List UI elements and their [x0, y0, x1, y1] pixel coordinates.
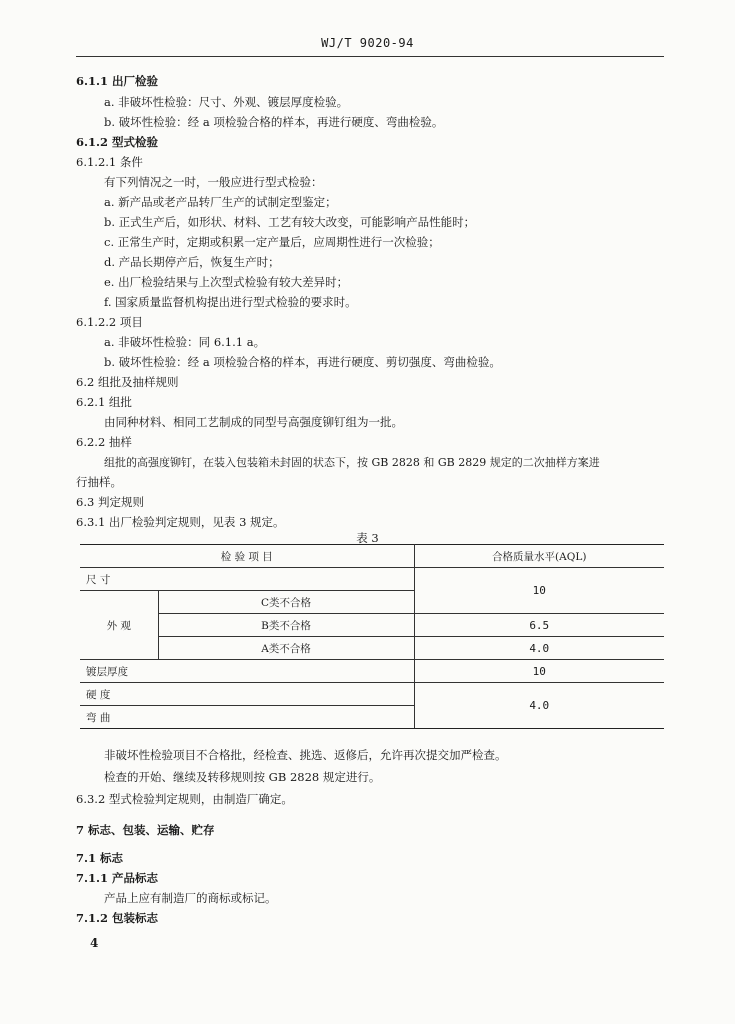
section-6-3-2-heading: 6.3.2 型式检验判定规则，由制造厂确定。 — [76, 792, 293, 806]
row-class-b: B类不合格 — [158, 614, 414, 637]
aql-class-a: 4.0 — [414, 637, 664, 660]
text-line: 产品上应有制造厂的商标或标记。 — [104, 891, 277, 905]
row-class-c: C类不合格 — [158, 591, 414, 614]
inspection-table — [80, 544, 664, 729]
list-item: a. 新产品或老产品转厂生产的试制定型鉴定； — [104, 195, 337, 209]
text-line: 组批的高强度铆钉，在装入包装箱未封固的状态下，按 GB 2828 和 GB 2829 规定的二次抽样方案进 — [104, 456, 600, 469]
list-item: b. 破坏性检验：经 a 项检验合格的样本，再进行硬度、剪切强度、弯曲检验。 — [104, 355, 501, 369]
section-7-heading: 7 标志、包装、运输、贮存 — [76, 823, 215, 837]
section-7-1-heading: 7.1 标志 — [76, 851, 124, 865]
section-6-3-1-heading: 6.3.1 出厂检验判定规则，见表 3 规定。 — [76, 515, 285, 529]
section-6-1-2-1-heading: 6.1.2.1 条件 — [76, 155, 143, 169]
page-header: WJ/T 9020-94 — [321, 36, 414, 50]
section-6-2-heading: 6.2 组批及抽样规则 — [76, 375, 179, 389]
aql-hardness-bending: 4.0 — [414, 683, 664, 729]
list-item: c. 正常生产时，定期或积累一定产量后，应周期性进行一次检验； — [104, 235, 440, 249]
text-line: 行抽样。 — [76, 475, 122, 489]
row-coating: 镀层厚度 — [80, 660, 414, 683]
section-6-1-2-2-heading: 6.1.2.2 项目 — [76, 315, 143, 329]
page-number: 4 — [90, 936, 99, 950]
header-aql: 合格质量水平(AQL) — [414, 545, 664, 568]
section-6-3-heading: 6.3 判定规则 — [76, 495, 144, 509]
list-item: a. 非破坏性检验：同 6.1.1 a。 — [104, 335, 266, 349]
section-6-1-1-heading: 6.1.1 出厂检验 — [76, 74, 159, 88]
text-line: 非破坏性检验项目不合格批，经检查、挑选、返修后，允许再次提交加严检查。 — [104, 748, 507, 762]
row-hardness: 硬 度 — [80, 683, 414, 706]
text-line: 有下列情况之一时，一般应进行型式检验： — [104, 175, 323, 189]
section-7-1-2-heading: 7.1.2 包装标志 — [76, 911, 159, 925]
row-appearance: 外 观 — [80, 591, 158, 660]
row-bending: 弯 曲 — [80, 706, 414, 729]
list-item: e. 出厂检验结果与上次型式检验有较大差异时； — [104, 275, 349, 289]
text-line: a. 非破坏性检验：尺寸、外观、镀层厚度检验。 — [104, 95, 349, 109]
section-6-1-2-heading: 6.1.2 型式检验 — [76, 135, 159, 149]
list-item: d. 产品长期停产后，恢复生产时； — [104, 255, 280, 269]
row-size: 尺 寸 — [80, 568, 414, 591]
list-item: b. 正式生产后，如形状、材料、工艺有较大改变，可能影响产品性能时； — [104, 215, 476, 229]
section-6-2-2-heading: 6.2.2 抽样 — [76, 435, 132, 449]
aql-coating: 10 — [414, 660, 664, 683]
aql-size-c: 10 — [414, 568, 664, 614]
aql-class-b: 6.5 — [414, 614, 664, 637]
text-line: 检查的开始、继续及转移规则按 GB 2828 规定进行。 — [104, 770, 381, 784]
list-item: f. 国家质量监督机构提出进行型式检验的要求时。 — [104, 295, 357, 309]
row-class-a: A类不合格 — [158, 637, 414, 660]
table-caption: 表 3 — [356, 531, 379, 545]
text-line: 由同种材料、相同工艺制成的同型号高强度铆钉组为一批。 — [104, 415, 403, 429]
section-6-2-1-heading: 6.2.1 组批 — [76, 395, 132, 409]
header-rule — [76, 56, 664, 57]
header-inspection-item: 检 验 项 目 — [80, 545, 414, 568]
section-7-1-1-heading: 7.1.1 产品标志 — [76, 871, 159, 885]
text-line: b. 破坏性检验：经 a 项检验合格的样本，再进行硬度、弯曲检验。 — [104, 115, 444, 129]
